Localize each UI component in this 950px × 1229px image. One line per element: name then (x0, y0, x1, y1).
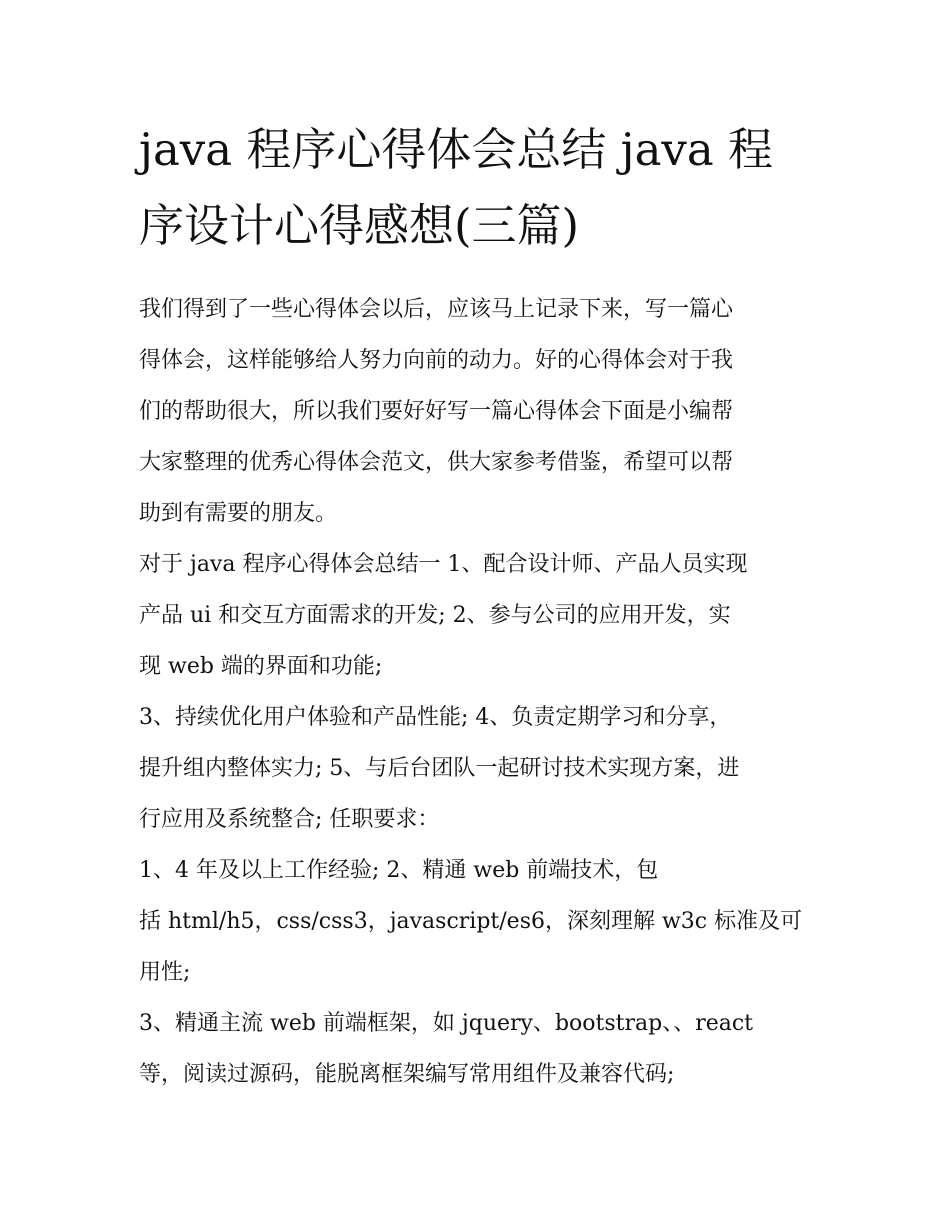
text-line: 提升组内整体实力; 5、与后台团队一起研讨技术实现方案，进 (139, 756, 740, 781)
text-line: 对于 java 程序心得体会总结一 1、配合设计师、产品人员实现 (139, 552, 748, 577)
text-line: 产品 ui 和交互方面需求的开发; 2、参与公司的应用开发，实 (139, 603, 731, 628)
text-line: 3、持续优化用户体验和产品性能; 4、负责定期学习和分享， (139, 705, 732, 730)
text-line: 用性; (139, 960, 191, 985)
text-line: 现 web 端的界面和功能; (139, 654, 383, 679)
document-title (139, 112, 819, 264)
text-line: 我们得到了一些心得体会以后，应该马上记录下来，写一篇心 (139, 297, 734, 322)
requirements-paragraph-1 (139, 845, 819, 998)
requirements-paragraph-2 (139, 998, 819, 1100)
document-page (139, 112, 819, 1100)
text-line: 助到有需要的朋友。 (139, 501, 338, 526)
duties-paragraph-2 (139, 692, 819, 845)
text-line: 等，阅读过源码，能脱离框架编写常用组件及兼容代码; (139, 1062, 675, 1087)
text-line: 大家整理的优秀心得体会范文，供大家参考借鉴，希望可以帮 (139, 450, 734, 475)
text-line: 1、4 年及以上工作经验; 2、精通 web 前端技术，包 (139, 858, 659, 883)
title-line: 序设计心得感想(三篇) (139, 199, 580, 252)
text-line: 们的帮助很大，所以我们要好好写一篇心得体会下面是小编帮 (139, 399, 734, 424)
intro-paragraph (139, 284, 819, 539)
text-line: 3、精通主流 web 前端框架，如 jquery、bootstrap、、react (139, 1011, 754, 1036)
text-line: 括 html/h5，css/css3，javascript/es6，深刻理解 w3c 标准及可 (139, 909, 803, 934)
title-line: java 程序心得体会总结 java 程 (139, 123, 773, 176)
text-line: 行应用及系统整合; 任职要求： (139, 807, 440, 832)
duties-paragraph-1 (139, 539, 819, 692)
text-line: 得体会，这样能够给人努力向前的动力。好的心得体会对于我 (139, 348, 734, 373)
